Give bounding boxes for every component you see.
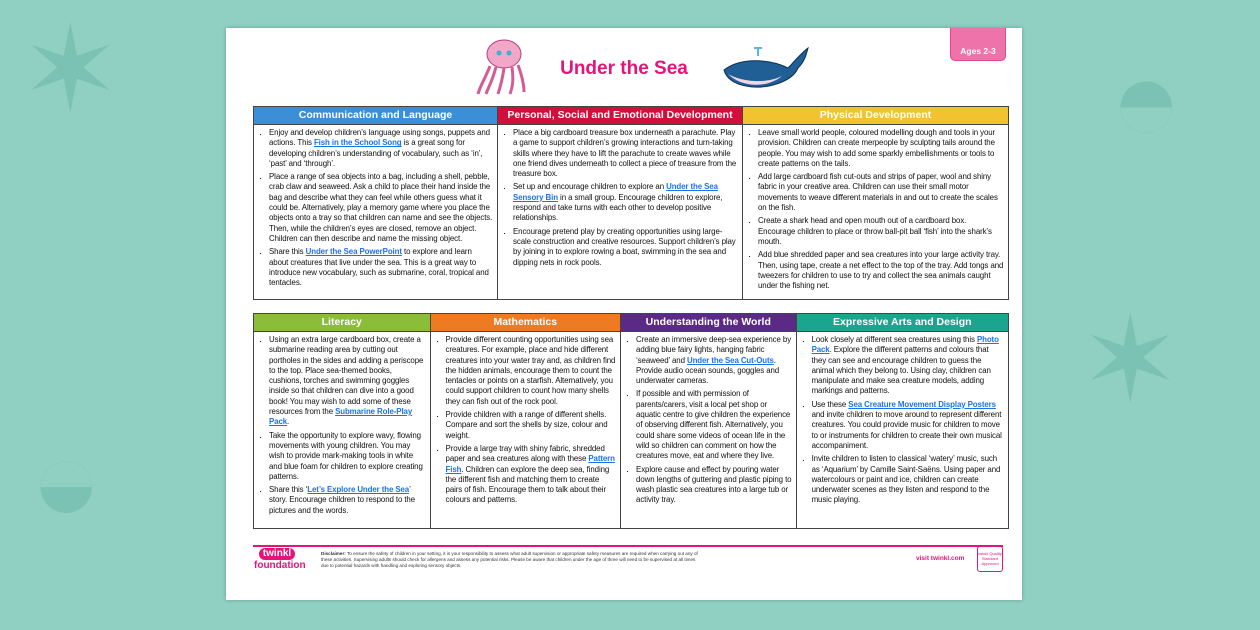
- activity-item: [269, 172, 493, 244]
- age-badge: Ages 2-3: [950, 28, 1006, 61]
- resource-link[interactable]: Let’s Explore Under the Sea: [307, 485, 410, 495]
- section-communication-and-language: [254, 107, 498, 299]
- activity-text: Look closely at different sea creatures using this: [811, 335, 977, 344]
- footer-divider: [253, 545, 1003, 547]
- section-expressive-arts-and-design: [797, 314, 1008, 528]
- activity-list: [254, 125, 497, 291]
- resource-link[interactable]: Photo Pack: [811, 335, 999, 355]
- twinkl-foundation-logo: twinkl foundation: [254, 548, 306, 571]
- activity-item: [758, 128, 1004, 169]
- activity-text: . Provide audio ocean sounds, goggles and underwater cameras.: [636, 355, 780, 386]
- activity-item: [513, 227, 738, 268]
- resource-link[interactable]: Under the Sea Sensory Bin: [513, 182, 718, 202]
- resource-link[interactable]: Pattern Fish: [445, 454, 615, 474]
- activity-item: [636, 335, 792, 386]
- section-heading: Physical Development: [743, 107, 1008, 125]
- activity-item: [269, 431, 426, 482]
- page-title: Under the Sea: [560, 58, 688, 79]
- activity-item: [446, 444, 617, 506]
- activity-item: [269, 485, 426, 516]
- activity-text: ’ story. Encourage children to respond to the pictures and the words.: [269, 485, 416, 515]
- planning-sheet: [226, 28, 1022, 600]
- activity-item: [513, 128, 738, 179]
- shell-decoration: ◓: [1110, 33, 1183, 167]
- quality-standard-badge: twinkl Quality Standard Approved: [977, 546, 1003, 572]
- resource-link[interactable]: Under the Sea Cut-Outs: [686, 355, 774, 365]
- activity-item: [812, 400, 1004, 451]
- section-literacy: [254, 314, 431, 528]
- section-understanding-the-world: [621, 314, 797, 528]
- activity-list: [498, 125, 742, 271]
- activity-text: Add blue shredded paper and sea creatures into your large activity tray. Then, using tape, create a net effect to the top of the tray. Add tongs and tweezers for children to use to try and collect the sea animals caught under the fishing net.: [758, 250, 1004, 291]
- activity-item: [269, 335, 426, 428]
- activity-text: Share this ‘: [269, 485, 308, 495]
- activity-text: Provide a large tray with shiny fabric, shredded paper and sea creatures along with these: [445, 443, 605, 464]
- activity-item: [758, 250, 1004, 291]
- resource-link[interactable]: Under the Sea PowerPoint: [305, 247, 402, 257]
- activity-item: [758, 172, 1004, 213]
- activity-text: and invite children to move around to represent different creatures. You could provide music for children to move to or instruments for children to create their own musical accompaniment.: [811, 410, 1002, 450]
- activity-item: [269, 247, 493, 288]
- activity-text: Place a big cardboard treasure box underneath a parachute. Play a game to support children’s growing interactions and turn-taking skills where they have to lift the parachute to create waves while one friend dives underneath to collect a piece of treasure from the treasure box.: [513, 128, 737, 179]
- resource-link[interactable]: Sea Creature Movement Display Posters: [848, 399, 996, 409]
- activity-text: If possible and with permission of parents/carers, visit a local pet shop or aquatic centre to give children the experience of observing different fish. Alternatively, you could share some videos of ocean life in the wild so children can comment on how the creatures move, eat and where they live.: [636, 389, 791, 461]
- bottom-sections: [253, 313, 1009, 529]
- activity-text: Using an extra large cardboard box, create a submarine reading area by cutting out portholes in the sides and adding a periscope to the top. Place sea-themed books, cushions, torches and swimming goggles inside so that children can dive into a good book! You may wish to add some of these resources from the: [269, 335, 424, 417]
- section-heading: Communication and Language: [254, 107, 497, 125]
- section-mathematics: [431, 314, 622, 528]
- activity-item: [812, 335, 1004, 397]
- resource-link[interactable]: Fish in the School Song: [313, 138, 402, 148]
- section-physical-development: [743, 107, 1008, 299]
- starfish-decoration: ✶: [1080, 293, 1181, 427]
- activity-text: .: [287, 417, 290, 427]
- activity-text: Add large cardboard fish cut-outs and strips of paper, wool and shiny fabric in your creative area. Children can use their small motor movements to weave different materials in and out to create the scales on the fish.: [758, 172, 998, 213]
- activity-text: Explore cause and effect by pouring water down lengths of guttering and plastic piping to wash plastic sea creatures into a large tub or activity tray.: [636, 464, 792, 505]
- section-heading: Personal, Social and Emotional Development: [498, 107, 742, 125]
- activity-text: to explore and learn about creatures that live under the sea. This is a great way to introduce new vocabulary, such as submarine, coral, tropical and tentacles.: [269, 247, 489, 288]
- activity-text: Create a shark head and open mouth out of a cardboard box. Encourage children to place or throw ball-pit ball ‘fish’ into the shark’s mouth.: [758, 216, 992, 246]
- activity-text: . Explore the different patterns and colours that they can see and encourage children to guess the animal which they belong to. Using clay, children can manipulate and make sea creature models, adding markings and patterns.: [811, 345, 991, 396]
- activity-list: [743, 125, 1008, 294]
- visit-link[interactable]: visit twinkl.com: [916, 555, 965, 562]
- section-heading: Literacy: [254, 314, 430, 332]
- resource-link[interactable]: Submarine Role-Play Pack: [269, 407, 413, 427]
- activity-list: [621, 332, 796, 509]
- activity-text: Enjoy and develop children’s language using songs, puppets and actions. This: [269, 128, 490, 148]
- whale-icon: [722, 42, 812, 92]
- activity-list: [254, 332, 430, 519]
- activity-text: Share this: [269, 247, 306, 257]
- section-heading: Understanding the World: [621, 314, 796, 332]
- activity-text: Provide different counting opportunities using sea creatures. For example, place and hide different creatures into your water tray and, as children find the hidden animals, encourage them to count the tentacles or points on a starfish. Alternatively, you could support children to count how many shells they can fish out of the rock pool.: [445, 335, 616, 406]
- activity-text: Encourage pretend play by creating opportunities using large-scale construction and creative resources. Support children’s play by joining in to explore rowing a boat, swimming in the sea and dipping nets in rock pools.: [513, 226, 736, 267]
- activity-text: Use these: [811, 399, 849, 409]
- activity-text: in a small group. Encourage children to explore, respond and take turns with each other to develop positive relationships.: [513, 192, 723, 223]
- activity-item: [446, 335, 617, 407]
- section-personal-social-and-emotional-development: [498, 107, 743, 299]
- activity-text: Create an immersive deep-sea experience by adding blue fairy lights, hanging fabric ‘seaweed’ and: [636, 335, 792, 365]
- activity-item: [636, 465, 792, 506]
- activity-text: Set up and encourage children to explore an: [513, 182, 667, 192]
- activity-item: [513, 182, 738, 223]
- activity-item: [636, 389, 792, 461]
- activity-item: [812, 454, 1004, 505]
- activity-item: [269, 128, 493, 169]
- activity-text: Place a range of sea objects into a bag, including a shell, pebble, crab claw and seaweed. Ask a child to place their hand inside the bag and describe what they can feel while others guess what it could be. Alternatively, play a memory game where you place the objects onto a tray so that children can name and see the objects. Then, while the children’s eyes are closed, remove an object. Children can then describe and name the missing object.: [269, 172, 493, 243]
- activity-list: [797, 332, 1008, 509]
- activity-text: Leave small world people, coloured modelling dough and tools in your provision. Children can create merpeople by sculpting tails around the people. You may wish to add some sparkly embellishments or tools to create patterns on the tails.: [758, 128, 996, 168]
- activity-list: [431, 332, 621, 509]
- shell-decoration: ◒: [30, 413, 103, 547]
- top-sections: [253, 106, 1009, 300]
- activity-text: Invite children to listen to classical ‘watery’ music, such as ‘Aquarium’ by Camille Saint-Saëns. Using paper and watercolours or paint and ice, children can create underwater scenes as they listen and respond to the music playing.: [811, 454, 1001, 505]
- activity-text: Provide children with a range of different shells. Compare and sort the shells by size, colour and weight.: [445, 410, 608, 440]
- starfish-decoration: ✶: [20, 3, 121, 137]
- activity-item: [446, 410, 617, 441]
- section-heading: Expressive Arts and Design: [797, 314, 1008, 332]
- section-heading: Mathematics: [431, 314, 621, 332]
- activity-item: [758, 216, 1004, 247]
- disclaimer: Disclaimer: To ensure the safety of children in your setting, it is your responsibility to assess what adult supervision or appropriate safety measures are required when carrying out any of these activities. Supervising adults should check for allergens and assess any potential risks. Please be aware that children under the age of three will need to be supervised at all times due to potential hazards with handling and exploring sensory objects.: [321, 551, 698, 568]
- activity-text: Take the opportunity to explore wavy, flowing movements with young children. You may wish to provide mark-making tools in white and blue foam for children to explore creating patterns.: [269, 430, 423, 481]
- activity-text: . Children can explore the deep sea, finding the different fish and matching them to create pairs of fish. Encourage them to talk about their colours and patterns.: [445, 464, 610, 505]
- activity-text: is a great song for developing children’s understanding of vocabulary, such as ‘in’, ‘past’ and ‘through’.: [269, 138, 483, 168]
